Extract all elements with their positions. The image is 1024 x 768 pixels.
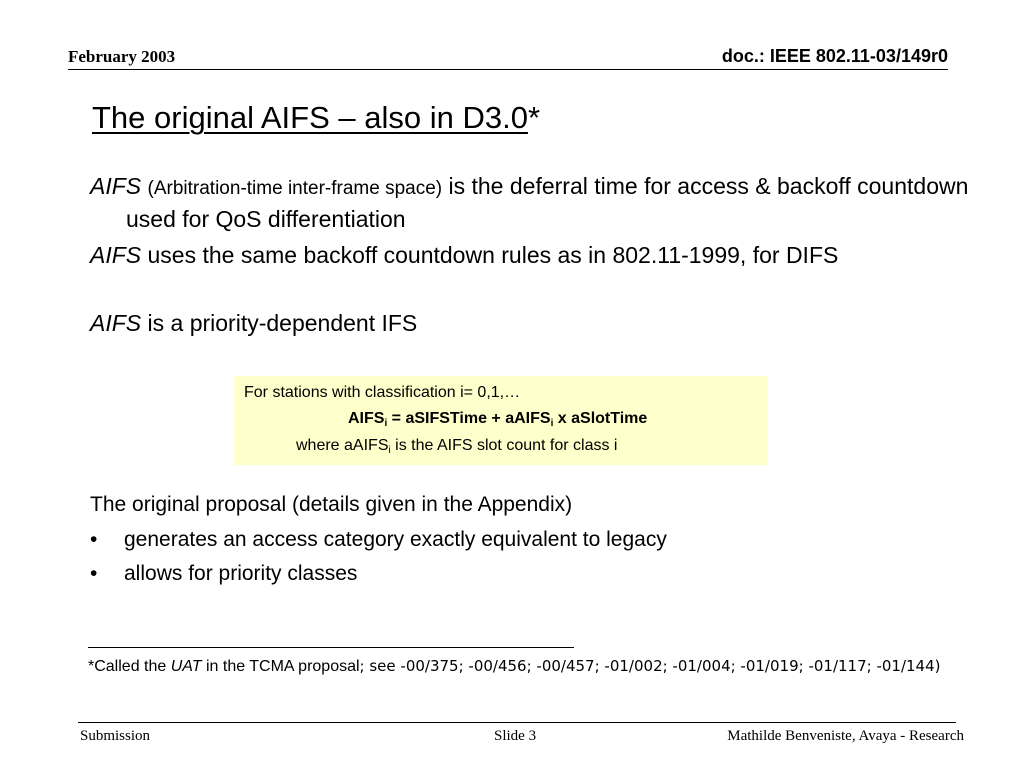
paragraph-aifs-priority (90, 308, 976, 339)
header-date: February 2003 (68, 47, 176, 66)
formula-where-rest: is the AIFS slot count for class i (390, 437, 618, 454)
footnote-divider (88, 647, 574, 648)
proposal-intro: The original proposal (details given in the Appendix) (90, 493, 573, 516)
list-item (90, 528, 667, 552)
formula-equation (348, 410, 647, 428)
bullet-icon: • (90, 528, 98, 551)
paragraph-aifs-definition (90, 171, 976, 235)
paragraph-text: uses the same backoff countdown rules as in 802.11-1999, for DIFS (141, 242, 839, 268)
formula-subscript: i (550, 418, 554, 429)
formula-box (234, 376, 768, 465)
formula-rhs-part: x aSlotTime (553, 410, 648, 427)
formula-explanation (296, 437, 617, 455)
footnote-references: ; see -00/375; -00/456; -00/457; -01/002; -01/004; -01/019; -01/117; -01/144) (359, 657, 941, 675)
footnote-middle: in the TCMA proposal (201, 658, 360, 675)
footer-left: Submission (80, 728, 151, 744)
slide-number: Slide 3 (494, 728, 537, 744)
paragraph-text: is the deferral time for access & backoff countdown used for QoS differentiation (126, 173, 969, 232)
list-item (90, 562, 357, 586)
footer-author: Mathilde Benveniste, Avaya - Research (727, 728, 964, 744)
footnote-prefix: *Called the (88, 658, 171, 675)
aifs-expansion: (Arbitration-time inter-frame space) (147, 178, 443, 199)
bullet-icon: • (90, 562, 98, 585)
formula-intro: For stations with classification i= 0,1,… (244, 384, 521, 401)
aifs-term: AIFS (90, 242, 142, 268)
footer-divider (78, 722, 956, 723)
paragraph-aifs-backoff (90, 240, 976, 271)
bullet-text: generates an access category exactly equivalent to legacy (124, 528, 667, 551)
slide-title (92, 100, 540, 136)
formula-subscript: i (388, 445, 391, 456)
formula-lhs: AIFS (348, 410, 385, 427)
header-divider (68, 69, 948, 70)
formula-where: where aAIFS (296, 437, 389, 454)
aifs-term: AIFS (90, 310, 142, 336)
footnote (88, 656, 948, 677)
header-doc-id: doc.: IEEE 802.11-03/149r0 (721, 46, 948, 66)
slide-title-mark: * (527, 100, 541, 135)
aifs-term: AIFS (90, 173, 142, 199)
bullet-text: allows for priority classes (124, 562, 358, 585)
paragraph-text: is a priority-dependent IFS (141, 310, 418, 336)
slide-title-main: The original AIFS – also in D3.0 (92, 100, 528, 135)
formula-rhs-part: = aSIFSTime + aAIFS (387, 410, 551, 427)
formula-subscript: i (384, 418, 388, 429)
footnote-term: UAT (170, 658, 202, 675)
